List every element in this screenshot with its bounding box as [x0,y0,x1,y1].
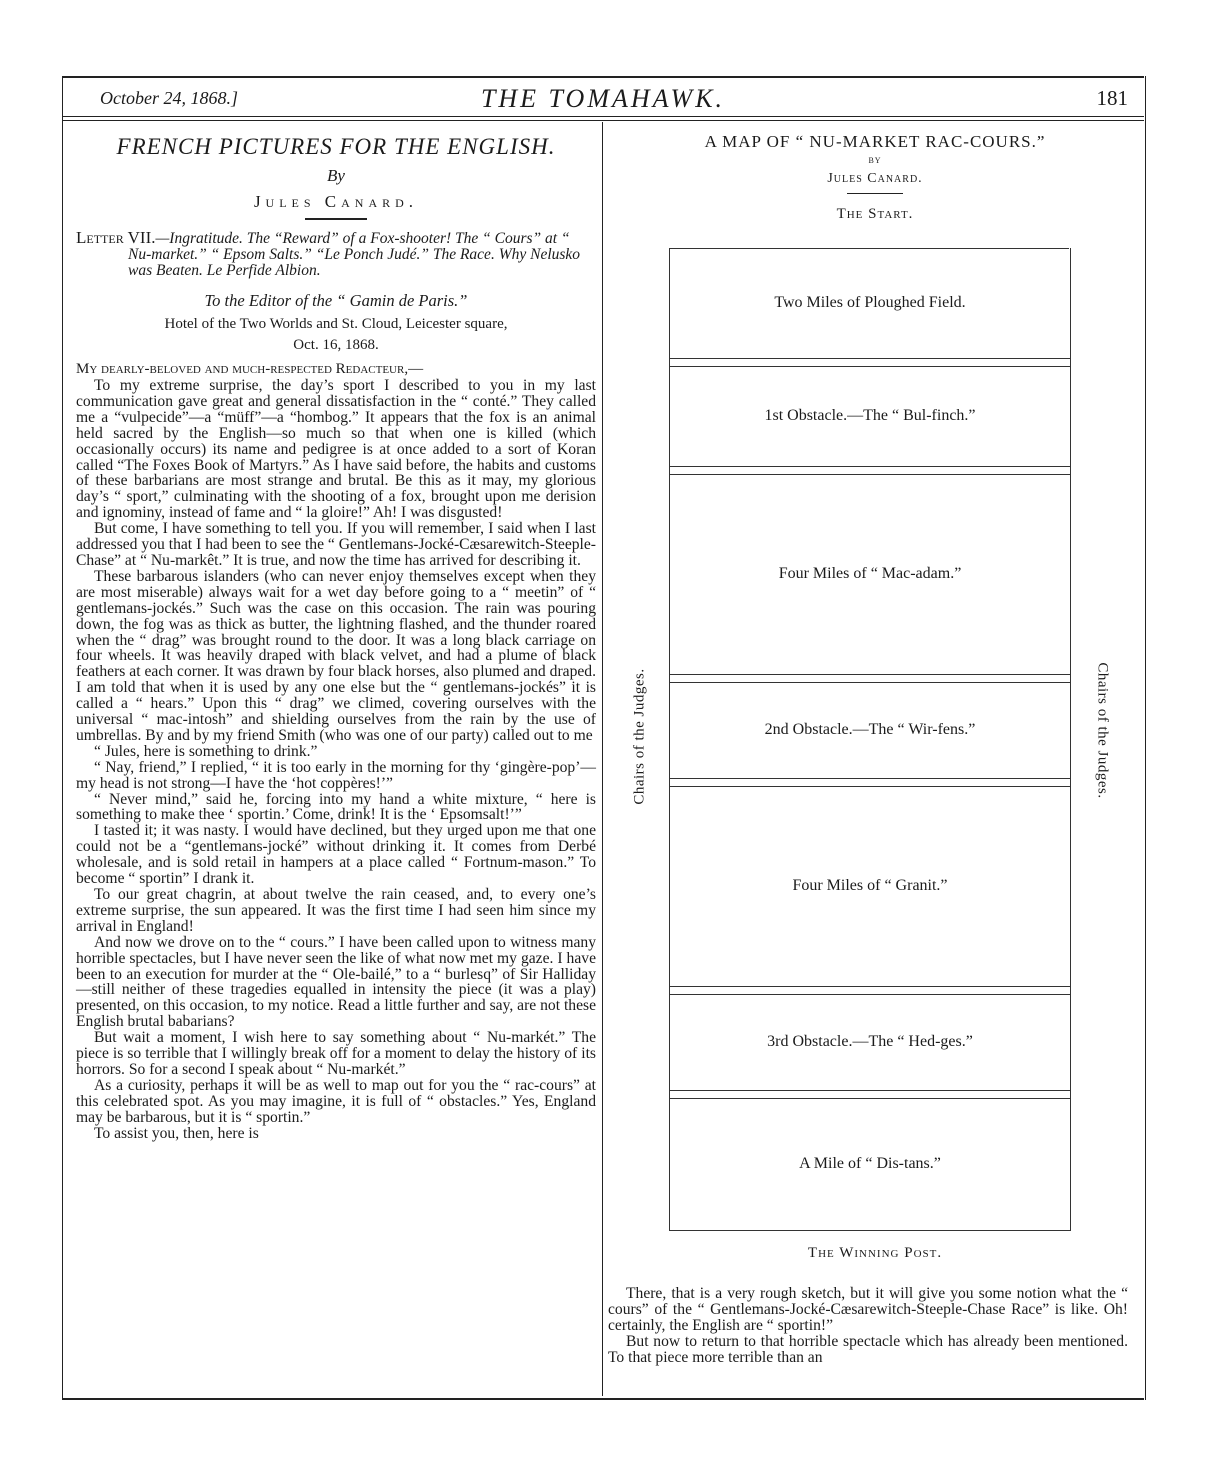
section-divider [670,674,1070,675]
map-start-label: The Start. [836,206,914,222]
letter-label: Letter VII. [76,228,156,247]
paragraph: To assist you, then, here is [94,1124,259,1142]
section-divider [670,1090,1070,1091]
paragraph: But come, I have something to tell you. If you will remember, I said when I last addressed you that I had been to see the “ Gentlemans-Jocké-Cæsarewitch-Steeple-Chase” at “ Nu-markêt.” It is true, and now the time has arrived for describing it. [76,520,596,569]
column-divider [602,122,603,1396]
section-divider [670,358,1070,359]
hotel-address: Hotel of the Two Worlds and St. Cloud, Leicester square, [164,316,508,332]
map-section: 2nd Obstacle.—The “ Wir-fens.” [764,721,976,738]
map-title: A MAP OF “ NU-MARKET RAC-COURS.” [704,132,1046,151]
continuation-text [608,1286,1128,1366]
map-section: Four Miles of “ Mac-adam.” [778,565,962,582]
map-author: Jules Canard. [827,171,923,186]
page-number: 181 [1096,86,1128,110]
section-divider [670,986,1070,987]
to-editor-line: To the Editor of the “ Gamin de Paris.” [204,291,468,310]
article-byline-label: By [327,166,345,185]
masthead-title: THE TOMAHAWK. [480,84,726,113]
header-rule [62,116,1144,121]
map-section: 1st Obstacle.—The “ Bul-finch.” [764,407,976,424]
paragraph: I tasted it; it was nasty. I would have declined, but they urged upon me that one could not be a “gentlemans-jocké” without drinking it. It comes from Derbé wholesale, and is sold retail in hampers at a place called “ Fortnum-mason.” To become “ sportin” I drank it. [76,822,596,888]
title-rule [305,218,367,220]
paragraph: These barbarous islanders (who can never enjoy themselves except when they are most miserable) always wait for a wet day before going to a “ meetin” of “ gentlemans-jockés.” Such was the case on this occasion. The rain was pouring down, the fog was as thick as butter, the lightning flashed, and the thunder roared when the “ drag” was brought round to the door. It was a long black carriage on four wheels. It was heavily draped with black velvet, and had a plume of black feathers at each corner. It was drawn by four black horses, also plumed and draped. I am told that when it is used by any one else but the “ gentlemans-jockés” it is called a “ hears.” Upon this “ drag” we climed, covering ourselves with the universal “ mac-intosh” and shielding ourselves from the rain by the use of umbrellas. By and by my friend Smith (who was one of our party) called out to me [76,567,596,744]
letter-heading [76,230,596,279]
map-section: Four Miles of “ Granit.” [792,877,948,894]
article-title: FRENCH PICTURES FOR THE ENGLISH. [116,134,556,159]
winning-post-label: The Winning Post. [807,1245,943,1261]
letter-subjects: —Ingratitude. The “Reward” of a Fox-shooter! The “ Cours” at “ Nu-market.” “ Epsom Salts.” “Le Ponch Judé.” The Race. Why Nelusko was Beaten. Le Perfide Albion. [128,230,581,279]
map-section: Two Miles of Ploughed Field. [774,294,966,311]
map-title-rule [847,193,903,194]
letter-date: Oct. 16, 1868. [293,337,379,353]
paragraph: There, that is a very rough sketch, but it will give you some notion what the “ cours” of the “ Gentlemans-Jocké-Cæsarewitch-Steeple-Chase Race” is like. Oh! certainly, the English are “ sportin!” [608,1285,1128,1334]
issue-date: October 24, 1868.] [100,88,238,108]
bottom-rule [62,1398,1144,1400]
paragraph: To my extreme surprise, the day’s sport I described to you in my last communication gave great and general dissatisfaction in the “ conté.” They called me a “vulpecide”—a “müff”—a “hombog.” It appears that the fox is an animal held sacred by the English—so much so that when one is killed (which occasionally occurs) its name and pedigree is at once added to a sort of Koran called “The Foxes Book of Martyrs.” As I have said before, the habits and customs of these barbarians are most strange and brutal. Be this as it may, my glorious day’s “ sport,” culminating with the shooting of a fox, brought upon me derision and ignominy, instead of fame and “ la gloire!” Ah! I was disgusted! [76,377,596,522]
article-body [76,378,596,1142]
paragraph: And now we drove on to the “ cours.” I have been called upon to witness many horrible spectacles, but I have never seen the like of what now met my gaze. I have been to an execution for murder at the “ Ole-bailé,” to a “ burlesq” of Sir Halliday—still neither of these tragedies equalled in intensity the piece (it was a play) presented, on this occasion, to my notice. Read a little further and say, are not these English brutal babarians? [76,933,596,1031]
salutation: My dearly-beloved and much-respected Redacteur,— [76,361,424,377]
page-header [62,82,1144,114]
section-divider [670,778,1070,779]
section-divider [670,466,1070,467]
paragraph: But now to return to that horrible spectacle which has already been mentioned. To that piece more terrible than an [608,1332,1128,1366]
paragraph: “ Nay, friend,” I replied, “ it is too early in the morning for thy ‘gingère-pop’—my head is not strong—I have the ‘hot coppères!’” [76,758,596,792]
paragraph: But wait a moment, I wish here to say something about “ Nu-markét.” The piece is so terrible that I willingly break off for a moment to delay the history of its horrors. So for a second I speak about “ Nu-markét.” [76,1029,596,1078]
map-byline-label: BY [868,156,882,165]
paragraph: “ Jules, here is something to drink.” [94,742,318,760]
article-author: Jules Canard. [253,192,419,211]
race-course-map [669,248,1071,1231]
top-rule [62,76,1144,78]
judges-chairs-right: Chairs of the Judges. [1094,662,1111,799]
judges-chairs-left: Chairs of the Judges. [631,668,648,805]
right-column [606,128,1144,223]
paragraph: “ Never mind,” said he, forcing into my hand a white mixture, “ here is something to make thee ‘ sportin.’ Come, drink! It is the ‘ Epsomsalt!’” [76,790,596,824]
map-section: A Mile of “ Dis-tans.” [799,1155,941,1172]
paragraph: As a curiosity, perhaps it will be as well to map out for you the “ rac-cours” at this celebrated spot. As you may imagine, it is full of “ obstacles.” Yes, England may be barbarous, but it is “ sportin.” [76,1076,596,1126]
left-column [76,128,596,1142]
map-section: 3rd Obstacle.—The “ Hed-ges.” [767,1033,973,1050]
paragraph: To our great chagrin, at about twelve the rain ceased, and, to every one’s extreme surprise, the sun appeared. It was the first time I had seen him since my arrival in England! [76,886,596,935]
